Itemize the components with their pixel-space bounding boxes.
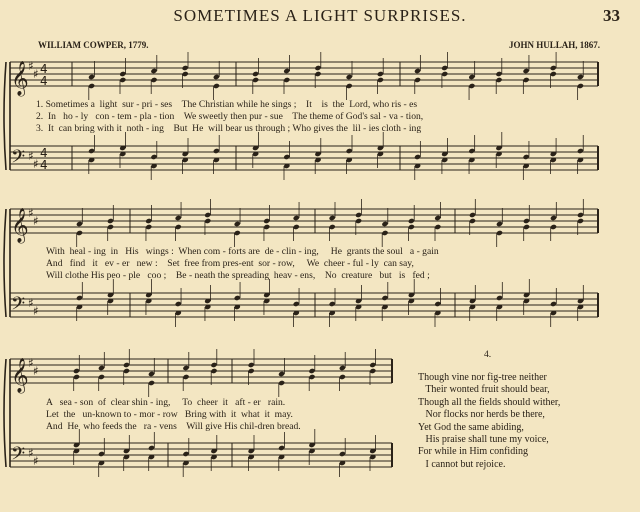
sharp-icon: ♯ (33, 214, 39, 228)
sharp-icon: ♯ (28, 296, 34, 310)
bass-clef-icon: 𝄢 (11, 294, 26, 319)
verse-line: His praise shall tune my voice, (418, 434, 549, 446)
time-signature: 4 (40, 158, 48, 172)
brace (4, 62, 6, 170)
lyric-line-s2-3: Will clothe His peo - ple coo ; Be - neath the spreading heav - ens, No creature but is fed ; (46, 270, 430, 281)
brace (4, 359, 6, 467)
hymn-title: SOMETIMES A LIGHT SURPRISES. (173, 6, 467, 25)
bass-clef-icon: 𝄢 (11, 444, 26, 469)
treble-clef-icon: 𝄞 (11, 208, 29, 243)
composer-credit: JOHN HULLAH, 1867. (508, 40, 600, 50)
verse-line: For while in Him confiding (418, 446, 528, 458)
lyric-line-s2-1: With heal - ing in His wings : When com - forts are de - clin - ing, He grants the soul a - gain (46, 246, 439, 257)
lyric-line-s3-1: A sea - son of clear shin - ing, To cheer it aft - er rain. (46, 397, 286, 408)
bass-clef-icon: 𝄢 (11, 147, 26, 172)
lyric-line-s3-2: Let the un-known to - mor - row Bring with it what it may. (46, 409, 293, 420)
verse-number: 4. (484, 349, 492, 360)
sharp-icon: ♯ (33, 454, 39, 468)
sharp-icon: ♯ (28, 59, 34, 73)
verse-line: Their wonted fruit should bear, (418, 384, 550, 396)
lyric-line-s2-2: And find it ev - er new : Set free from pres-ent sor - row, We cheer - ful - ly can say, (46, 258, 414, 269)
sharp-icon: ♯ (28, 446, 34, 460)
poet-credit: WILLIAM COWPER, 1779. (38, 40, 149, 50)
lyric-line-s1-3: 3. It can bring with it noth - ing But He will bear us through ; Who gives the lil - ies cloth - ing (36, 123, 422, 134)
verse-line: Yet God the same abiding, (418, 421, 524, 433)
treble-clef-icon: 𝄞 (11, 358, 29, 393)
sharp-icon: ♯ (28, 149, 34, 163)
lyric-line-s1-2: 2. In ho - ly con - tem - pla - tion We sweetly then pur - sue The theme of God's sal - va - tion, (36, 111, 424, 122)
sharp-icon: ♯ (28, 206, 34, 220)
sharp-icon: ♯ (33, 67, 39, 81)
lyric-line-s1-1: 1. Sometimes a light sur - pri - ses The Christian while he sings ; It is the Lord, who ris - es (36, 99, 418, 110)
time-signature: 4 (40, 74, 48, 88)
sharp-icon: ♯ (33, 157, 39, 171)
verse-line: I cannot but rejoice. (418, 458, 506, 470)
time-signature: 4 (40, 62, 48, 76)
verse-line: Though vine nor fig-tree neither (418, 372, 547, 383)
verse-four (418, 372, 560, 471)
time-signature: 4 (40, 146, 48, 160)
treble-clef-icon: 𝄞 (11, 61, 29, 96)
lyric-line-s3-3: And He who feeds the ra - vens Will give His chil-dren bread. (46, 421, 301, 432)
verse-line: Though all the fields should wither, (418, 396, 561, 408)
sharp-icon: ♯ (33, 364, 39, 378)
brace (4, 209, 6, 317)
sharp-icon: ♯ (28, 356, 34, 370)
page-number: 33 (603, 6, 620, 25)
sharp-icon: ♯ (33, 304, 39, 318)
verse-line: Nor flocks nor herds be there, (418, 409, 545, 421)
